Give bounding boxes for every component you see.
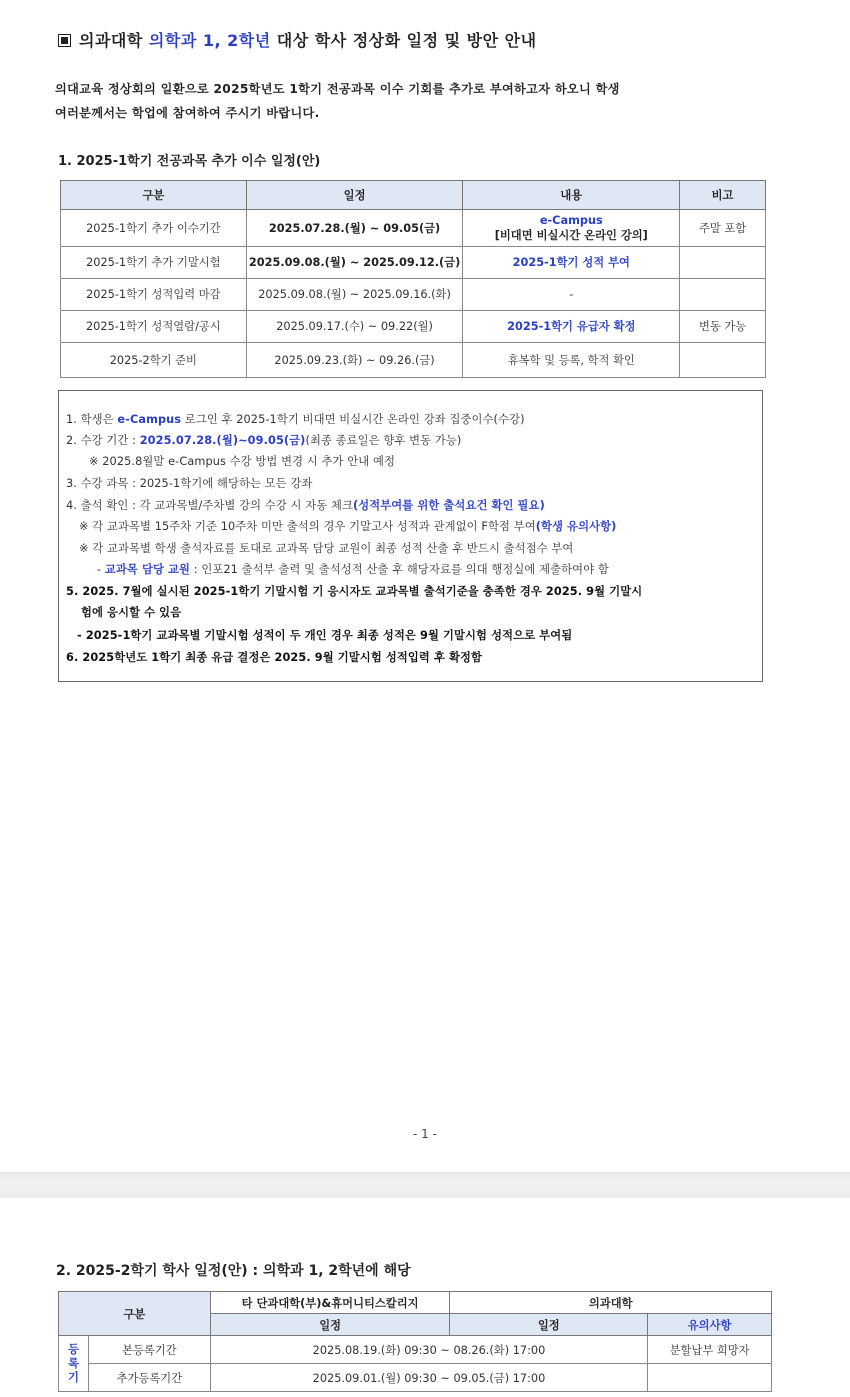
- note-1: 1. 학생은 e-Campus 로그인 후 2025-1학기 비대면 비실시간 온라인 강좌 집중이수(수강): [66, 413, 525, 426]
- intro-paragraph: 의대교육 정상회의 일환으로 2025학년도 1학기 전공과목 이수 기회를 추가로 부여하고자 하오니 학생 여러분께서는 학업에 참여하여 주시기 바랍니다.: [55, 82, 620, 120]
- title-highlight: 의학과 1, 2학년: [148, 31, 271, 50]
- note-5-sub: - 2025-1학기 교과목별 기말시험 성적이 두 개인 경우 최종 성적은 9월 기말시험 성적으로 부여됨: [77, 629, 573, 642]
- header-category: 구분: [61, 181, 247, 210]
- note-5-line-1: 5. 2025. 7월에 실시된 2025-1학기 기말시험 기 응시자도 교과목별 출석기준을 충족한 경우 2025. 9월 기말시: [66, 585, 643, 598]
- note-3: 3. 수강 과목 : 2025-1학기에 해당하는 모든 강좌: [66, 477, 313, 490]
- header-schedule-other: 일정: [210, 1314, 450, 1336]
- header-other-colleges: 타 단과대학(부)&휴머니티스칼리지: [210, 1292, 450, 1314]
- header-note: 비고: [680, 181, 766, 210]
- table-row: 2025-1학기 성적열람/공시 2025.09.17.(수) ~ 09.22(월) 2025-1학기 유급자 확정 변동 가능: [61, 311, 766, 343]
- note-2-sub: ※ 2025.8월말 e-Campus 수강 방법 변경 시 추가 안내 예정: [89, 455, 395, 468]
- semester-schedule-table: [58, 1291, 772, 1392]
- header-medical-college: 의과대학: [450, 1292, 772, 1314]
- header-schedule: 일정: [246, 181, 463, 210]
- table-row: 2025-1학기 성적입력 마감 2025.09.08.(월) ~ 2025.09.16.(화) -: [61, 279, 766, 311]
- document-page-2: [0, 1198, 850, 1397]
- table-row: 2025-1학기 추가 기말시험 2025.09.08.(월) ~ 2025.09.12.(금) 2025-1학기 성적 부여: [61, 247, 766, 279]
- page-number: - 1 -: [413, 1127, 437, 1141]
- section-2-title: 2. 2025-2학기 학사 일정(안) : 의학과 1, 2학년에 해당: [56, 1263, 411, 1279]
- page-separator: [0, 1172, 850, 1198]
- note-2: 2. 수강 기간 : 2025.07.28.(월)~09.05(금)(최종 종료일은 향후 변동 가능): [66, 434, 462, 447]
- table-header-row: [59, 1292, 772, 1314]
- square-bullet-icon: [58, 34, 71, 47]
- section-1-title: 1. 2025-1학기 전공과목 추가 이수 일정(안): [58, 154, 321, 169]
- header-schedule-medical: 일정: [450, 1314, 648, 1336]
- note-4-sub-3: - 교과목 담당 교원 : 인포21 출석부 출력 및 출석성적 산출 후 해당자료를 의대 행정실에 제출하여야 함: [97, 563, 609, 576]
- header-caution: 유의사항: [648, 1314, 772, 1336]
- header-category: 구분: [59, 1292, 211, 1336]
- table-header-row: [61, 181, 766, 210]
- note-6: 6. 2025학년도 1학기 최종 유급 결정은 2025. 9월 기말시험 성적입력 후 확정함: [66, 651, 483, 664]
- header-content: 내용: [463, 181, 680, 210]
- table-row: 2025-2학기 준비 2025.09.23.(화) ~ 09.26.(금) 휴복학 및 등록, 학적 확인: [61, 343, 766, 378]
- note-4-sub-2: ※ 각 교과목별 학생 출석자료를 토대로 교과목 담당 교원이 최종 성적 산출 후 반드시 출석점수 부여: [79, 542, 574, 555]
- note-5-line-2: 험에 응시할 수 있음: [81, 606, 182, 619]
- notes-box: [58, 390, 763, 682]
- schedule-table: [60, 180, 766, 378]
- document-title: 의과대학 의학과 1, 2학년 대상 학사 정상화 일정 및 방안 안내: [58, 28, 537, 51]
- note-4: 4. 출석 확인 : 각 교과목별/주차별 강의 수강 시 자동 체크(성적부여를 위한 출석요건 확인 필요): [66, 499, 545, 512]
- note-4-sub-1: ※ 각 교과목별 15주차 기준 10주차 미만 출석의 경우 기말고사 성적과 관계없이 F학점 부여(학생 유의사항): [79, 520, 617, 533]
- group-label: 등 록 기: [59, 1336, 89, 1392]
- table-row: 2025-1학기 추가 이수기간 2025.07.28.(월) ~ 09.05(금) e-Campus [비대면 비실시간 온라인 강의] 주말 포함: [61, 210, 766, 247]
- table-row: 추가등록기간 2025.09.01.(월) 09:30 ~ 09.05.(금) 17:00: [59, 1364, 772, 1392]
- table-row: 등 록 기 본등록기간 2025.08.19.(화) 09:30 ~ 08.26.(화) 17:00 분할납부 희망자: [59, 1336, 772, 1364]
